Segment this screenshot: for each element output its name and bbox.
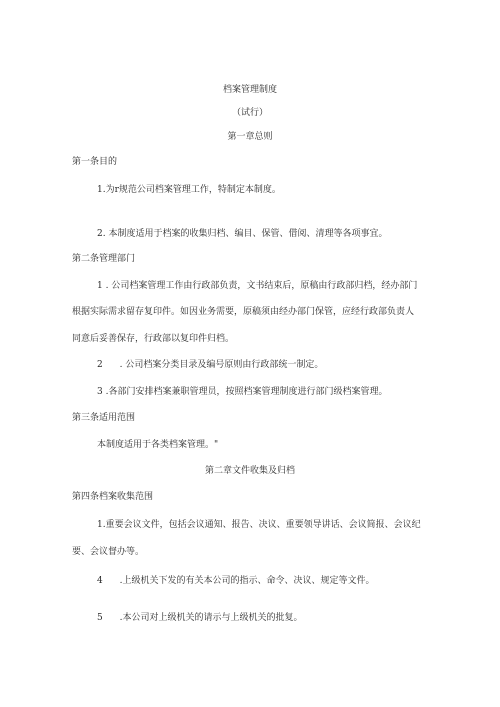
article-2-item-1-line-1 (97, 280, 417, 292)
article-1-item-1: 1.为r规范公司档案管理工作，特制定本制度。 (97, 185, 281, 195)
item-text: . 公司档案管理工作由行政部负责，文书结束后，原稿由行政部归档，经办部门 (105, 281, 418, 291)
article-4-item-1-line-2: 要、会议督办等。 (72, 547, 145, 557)
article-4-heading: 第四条档案收集范围 (72, 492, 154, 502)
article-1-item-2: 2. 本制度适用于档案的收集归档、编目、保管、借阅、清理等各项事宜。 (97, 229, 388, 239)
article-4-item-5 (97, 612, 302, 624)
article-2-item-1-line-3: 同意后妥善保存，行政部以复印件归档。 (72, 334, 235, 344)
item-number: 1 (97, 281, 103, 291)
document-subtitle: （试行） (231, 108, 268, 118)
item-text: . 公司档案分类目录及编号原则由行政部统一制定。 (119, 360, 324, 370)
item-number: 5 (97, 613, 103, 623)
article-2-heading: 第二条管理部门 (72, 254, 136, 264)
article-1-heading: 第一条目的 (72, 157, 118, 167)
article-2-item-2 (97, 359, 323, 371)
chapter-1-heading: 第一章总则 (227, 132, 273, 142)
article-3-text: 本制度适用于各类档案管理。" (97, 440, 219, 450)
item-text: .各部门安排档案兼职管理员，按照档案管理制度进行部门级档案管理。 (105, 387, 388, 397)
article-4-item-4 (97, 575, 374, 587)
item-number: 3 (97, 387, 103, 397)
article-2-item-3 (97, 386, 387, 398)
item-text: .上级机关下发的有关本公司的指示、命令、决议、规定等文件。 (119, 576, 375, 586)
chapter-2-heading: 第二章文件收集及归档 (204, 466, 295, 476)
document-title: 档案管理制度 (222, 85, 277, 95)
item-text: .本公司对上级机关的请示与上级机关的批复。 (119, 613, 303, 623)
article-3-heading: 第三条适用范围 (72, 413, 136, 423)
item-number: 4 (97, 576, 103, 586)
article-2-item-1-line-2: 根据实际需求留存复印件。如因业务需要，原稿须由经办部门保管，应经行政部负责人 (72, 307, 415, 317)
article-4-item-1-line-1: 1.重要会议文件，包括会议通知、报告、决议、重要领导讲话、会议简报、会议纪 (97, 520, 421, 530)
item-number: 2 (97, 360, 103, 370)
